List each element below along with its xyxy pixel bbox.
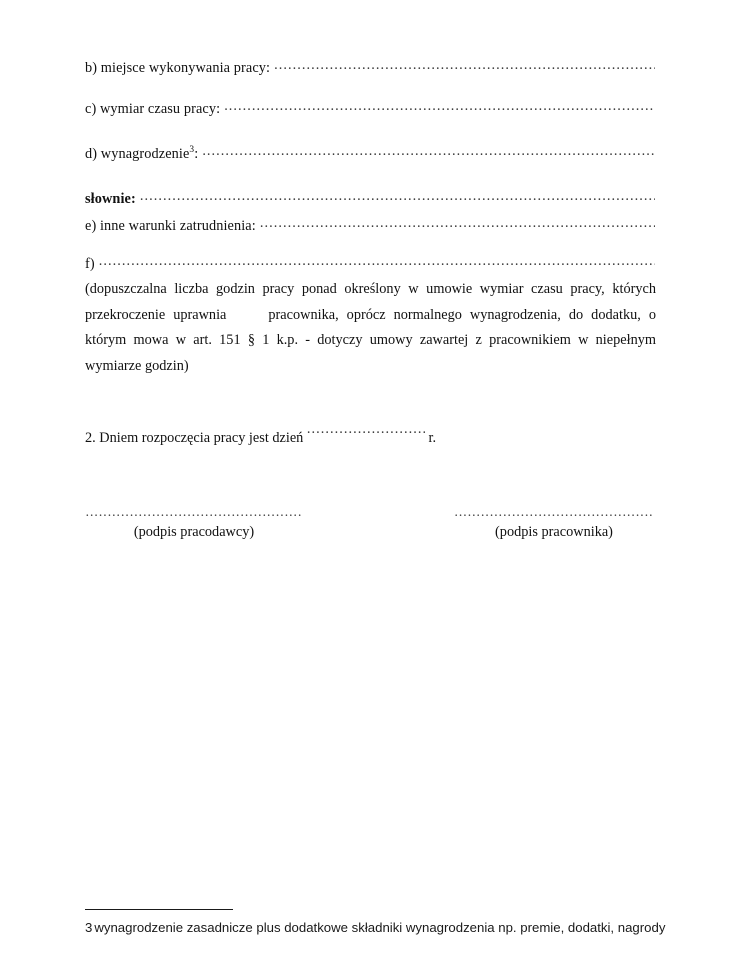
footnote-body: wynagrodzenie zasadnicze plus dodatkowe składniki wynagrodzenia np. premie, dodatki, nagrody — [94, 920, 666, 935]
field-row-remuneration — [85, 146, 655, 164]
start-date-prefix: 2. Dniem rozpoczęcia pracy jest dzień — [85, 429, 304, 446]
field-label-working-time: c) wymiar czasu pracy: — [85, 101, 221, 117]
field-row-working-time — [85, 101, 655, 119]
field-label-remuneration — [85, 146, 198, 164]
field-row-item-f — [85, 256, 655, 274]
footnote-marker-3: 3 — [189, 145, 195, 156]
paragraph-part-2: pracownika, oprócz normalnego wynagrodzenia, do dodatku, o którym mowa w art. 151 § 1 k.p. - dotyczy umowy zawartej z pracownikiem w niepełnym wymiarze godzin) — [85, 306, 656, 374]
dotted-fill-line — [202, 143, 655, 161]
dotted-fill-line — [260, 215, 655, 233]
dotted-fill-line — [224, 98, 655, 116]
dotted-fill-line — [140, 188, 655, 206]
field-label-place-of-work: b) miejsce wykonywania pracy: — [85, 60, 271, 76]
start-date-row — [85, 424, 436, 448]
dotted-fill-line — [274, 57, 655, 75]
paragraph-part-1: (dopuszczalna liczba godzin pracy ponad określony w umowie wymiar czasu pracy, których przekroczenie uprawnia — [85, 281, 656, 323]
start-date-dotted-blank — [307, 421, 425, 439]
footnote-number: 3 — [85, 920, 93, 935]
signature-caption-employee: (podpis pracownika) — [495, 524, 613, 540]
signature-block-employer — [85, 505, 303, 541]
field-label-other-conditions: e) inne warunki zatrudnienia: — [85, 218, 256, 234]
signature-block-employee — [452, 505, 656, 541]
footnote-separator-rule — [85, 909, 233, 910]
signature-line-employer: ................................................. — [85, 505, 303, 517]
footnote-text — [85, 919, 685, 936]
field-row-place-of-work — [85, 60, 655, 78]
field-label-item-f: f) — [85, 256, 95, 272]
signature-line-employee: ............................................. — [454, 505, 654, 517]
field-label-remuneration-text: d) wynagrodzenie — [85, 146, 190, 162]
field-row-in-words — [85, 191, 655, 209]
field-label-in-words: słownie: — [85, 191, 136, 207]
explanatory-paragraph — [85, 277, 656, 379]
field-row-other-conditions — [85, 218, 655, 236]
dotted-fill-line — [99, 253, 655, 271]
field-label-remuneration-colon: : — [194, 146, 199, 162]
signature-caption-employer: (podpis pracodawcy) — [133, 524, 255, 540]
start-date-suffix: r. — [428, 429, 437, 446]
